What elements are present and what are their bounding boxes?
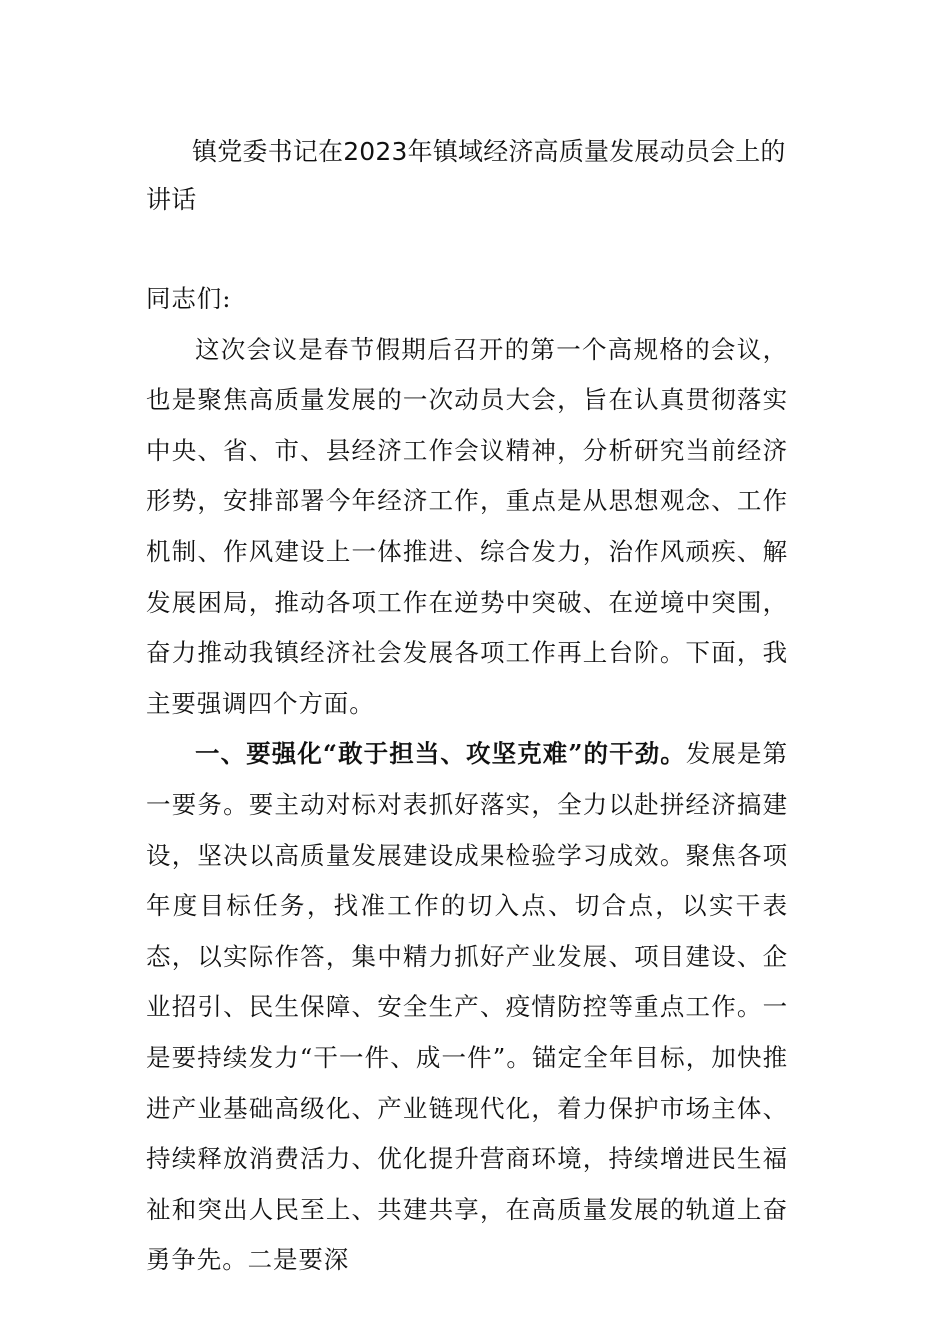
salutation: 同志们: — [146, 284, 232, 313]
paragraph-intro: 这次会议是春节假期后召开的第一个高规格的会议，也是聚焦高质量发展的一次动员大会，旨在认真贯彻落实中央、省、市、县经济工作会议精神，分析研究当前经济形势，安排部署今年经济工作，重点是从思想观念、工作机制、作风建设上一体推进、综合发力，治作风顽疾、解发展困局，推动各项工作在逆势中突破、在逆境中突围，奋力推动我镇经济社会发展各项工作再上台阶。下面，我主要强调四个方面。 — [146, 334, 788, 718]
document-title: 镇党委书记在2023年镇域经济高质量发展动员会上的讲话 — [146, 137, 786, 214]
section-one-heading: 一、要强化“敢于担当、攻坚克难”的干劲。 — [195, 739, 686, 769]
paragraph-section-one — [146, 729, 788, 1286]
document-body — [146, 274, 788, 1286]
section-one-text: 发展是第一要务。要主动对标对表抓好落实，全力以赴拼经济搞建设，坚决以高质量发展建设成果检验学习成效。聚焦各项年度目标任务，找准工作的切入点、切合点，以实干表态，以实际作答，集中精力抓好产业发展、项目建设、企业招引、民生保障、安全生产、疫情防控等重点工作。一是要持续发力“干一件、成一件”。锚定全年目标，加快推进产业基础高级化、产业链现代化，着力保护市场主体、持续释放消费活力、优化提升营商环境，持续增进民生福祉和突出人民至上、共建共享，在高质量发展的轨道上奋勇争先。二是要深 — [146, 739, 788, 1275]
